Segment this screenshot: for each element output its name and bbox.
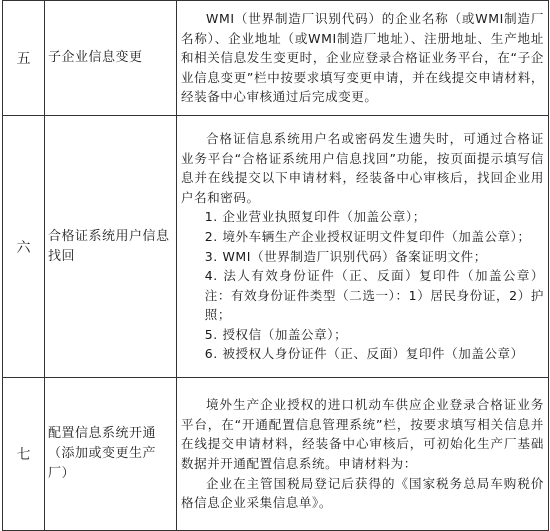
requirements-table (2, 0, 549, 531)
item-content (177, 1, 549, 116)
row-number: 六 (3, 116, 45, 378)
row-number: 五 (3, 1, 45, 116)
row-number: 七 (3, 378, 45, 531)
list-item: 2. 境外车辆生产企业授权证明文件复印件（加盖公章）； (204, 228, 531, 244)
item-name: 子企业信息变更 (45, 1, 177, 116)
item-name: 配置信息系统开通（添加或变更生产厂） (45, 378, 177, 531)
content-paragraph: WMI（世界制造厂识别代码）的企业名称（或WMI制造厂名称）、企业地址（或WMI制造厂地址）、注册地址、生产地址和相关信息发生变更时，企业应登录合格证业务平台，在“子企业信息变更”栏中按要求填写变更申请，并在线提交申请材料，经装备中心审核通过后完成变更。 (181, 11, 544, 105)
list-item: 5. 授权信（加盖公章）； (204, 326, 348, 342)
content-paragraph: 境外生产企业授权的进口机动车供应企业登录合格证业务平台，在“开通配置信息管理系统”栏，按要求填写相关信息并在线提交申请材料，经装备中心审核后，可初始化生产厂基础数据并开通配置信息系统。申请材料为： (181, 397, 544, 471)
content-paragraph: 合格证信息系统用户名或密码发生遗失时，可通过合格证业务平台“合格证系统用户信息找回”功能，按页面提示填写信息并在线提交以下申请材料，经装备中心审核后，找回企业用户名和密码。 (181, 130, 544, 205)
list-item: 1. 企业营业执照复印件（加盖公章）； (204, 209, 426, 225)
item-content (177, 116, 549, 378)
table-row (3, 1, 549, 116)
list-item: 4. 法人有效身份证件（正、反面）复印件（加盖公章）注：有效身份证件类型（二选一）：1）居民身份证，2）护照； (204, 268, 544, 323)
table-row (3, 378, 549, 531)
table-row (3, 116, 549, 378)
item-name: 合格证系统用户信息找回 (45, 116, 177, 378)
list-item: 3. WMI（世界制造厂识别代码）备案证明文件； (204, 248, 487, 264)
item-content (177, 378, 549, 531)
content-paragraph: 企业在主管国税局登记后获得的《国家税务总局车购税价格信息企业采集信息单》。 (181, 475, 544, 511)
list-item: 6. 被授权人身份证件（正、反面）复印件（加盖公章） (204, 346, 524, 362)
